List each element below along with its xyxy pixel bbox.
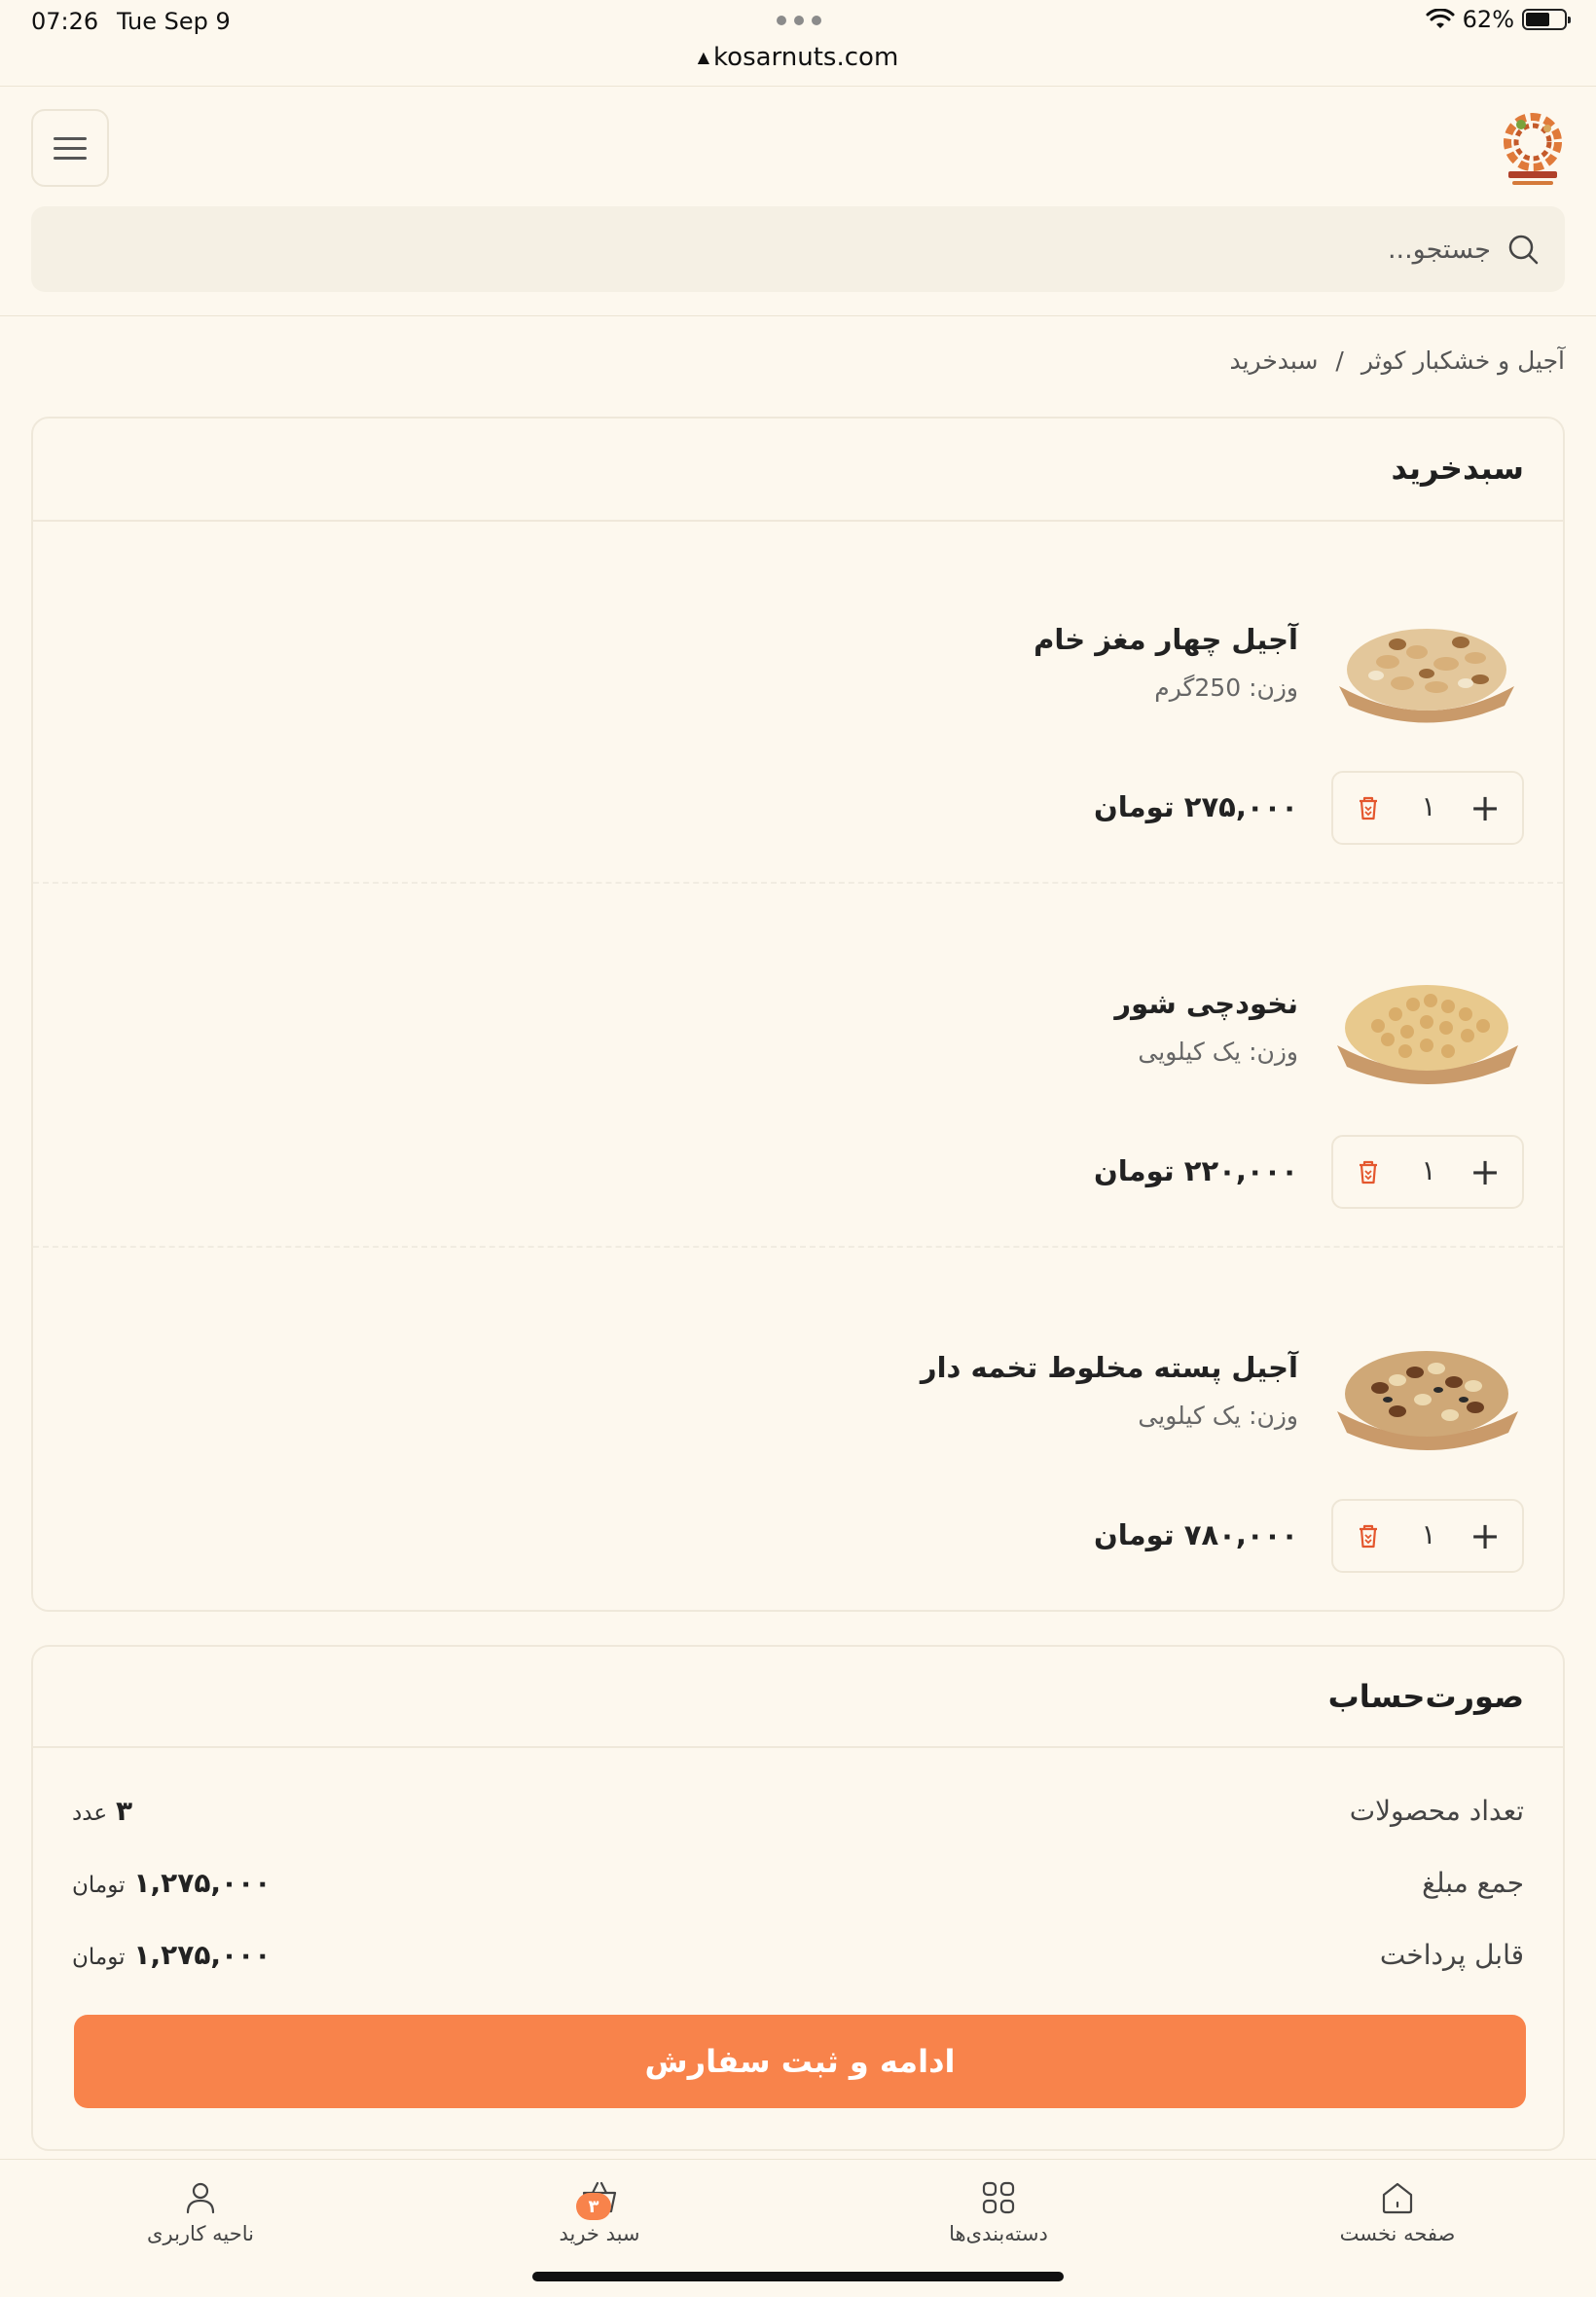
status-time: 07:26 <box>31 8 99 35</box>
nav-item-cart[interactable] <box>502 2160 697 2257</box>
divider <box>33 520 1563 522</box>
trash-icon[interactable] <box>1349 1516 1388 1555</box>
cart-count-badge: ۳ <box>576 2193 611 2220</box>
summary-value: ۱,۲۷۵,۰۰۰ تومان <box>72 1867 272 1899</box>
product-weight: وزن: یک کیلویی <box>1138 1038 1298 1066</box>
breadcrumb-current: سبدخرید <box>1229 346 1319 375</box>
cart-title: سبدخرید <box>1391 450 1524 487</box>
quantity-value: ۱ <box>1421 1154 1436 1186</box>
address-bar[interactable] <box>0 43 1596 72</box>
divider <box>0 315 1596 316</box>
nav-label: سبد خرید <box>559 2222 640 2245</box>
divider <box>0 86 1596 87</box>
plus-icon[interactable]: + <box>1469 1150 1501 1193</box>
nav-label: ناحیه کاربری <box>147 2222 254 2245</box>
product-image-mixed-pistachio-nuts[interactable] <box>1329 1322 1524 1458</box>
home-indicator[interactable] <box>532 2272 1064 2281</box>
summary-row-payable <box>72 1939 1524 1978</box>
product-name[interactable]: آجیل پسته مخلوط تخمه دار <box>920 1351 1298 1384</box>
nav-label: صفحه نخست <box>1339 2222 1456 2245</box>
quantity-stepper <box>1331 1499 1524 1573</box>
summary-value: ۳ عدد <box>72 1795 133 1827</box>
plus-icon[interactable]: + <box>1469 786 1501 829</box>
product-price: ۲۲۰,۰۰۰ تومان <box>1094 1154 1298 1187</box>
status-date: Tue Sep 9 <box>117 8 231 35</box>
battery-icon <box>1522 9 1567 30</box>
trash-icon[interactable] <box>1349 1152 1388 1191</box>
nav-label: دسته‌بندی‌ها <box>949 2222 1048 2245</box>
breadcrumb <box>1229 346 1565 375</box>
product-name[interactable]: نخودچی شور <box>1114 987 1298 1020</box>
user-icon <box>180 2177 221 2218</box>
product-weight: وزن: 250گرم <box>1154 674 1298 702</box>
product-price: ۲۷۵,۰۰۰ تومان <box>1094 790 1298 823</box>
quantity-stepper <box>1331 1135 1524 1209</box>
home-icon <box>1377 2177 1418 2218</box>
product-image-mixed-raw-nuts[interactable] <box>1329 594 1524 730</box>
divider <box>33 882 1563 884</box>
summary-label: قابل پرداخت <box>1379 1939 1524 1971</box>
nav-item-home[interactable] <box>1300 2160 1495 2257</box>
nav-item-account[interactable] <box>103 2160 298 2257</box>
lock-icon: ▲ <box>697 48 710 66</box>
invoice-title: صورت‌حساب <box>1327 1678 1524 1715</box>
battery-percentage: 62% <box>1462 6 1514 33</box>
nav-item-categories[interactable] <box>901 2160 1096 2257</box>
product-price: ۷۸۰,۰۰۰ تومان <box>1094 1518 1298 1551</box>
url-text: kosarnuts.com <box>713 43 899 72</box>
invoice-card <box>31 1645 1565 2151</box>
divider <box>33 1246 1563 1248</box>
quantity-value: ۱ <box>1421 1518 1436 1550</box>
quantity-value: ۱ <box>1421 790 1436 822</box>
cart-card <box>31 417 1565 1612</box>
product-name[interactable]: آجیل چهار مغز خام <box>1034 623 1298 656</box>
trash-icon[interactable] <box>1349 788 1388 827</box>
categories-grid-icon <box>978 2177 1019 2218</box>
hamburger-menu-icon[interactable] <box>31 109 109 187</box>
summary-row-count <box>72 1795 1524 1834</box>
breadcrumb-home[interactable]: آجیل و خشکبار کوثر <box>1360 346 1565 375</box>
status-bar <box>0 0 1596 86</box>
plus-icon[interactable]: + <box>1469 1514 1501 1557</box>
search-icon[interactable] <box>1506 233 1540 266</box>
summary-label: تعداد محصولات <box>1349 1795 1524 1827</box>
wifi-icon <box>1426 9 1455 30</box>
kosar-nuts-logo-icon[interactable] <box>1499 107 1567 189</box>
summary-label: جمع مبلغ <box>1422 1867 1524 1899</box>
browser-more-icon[interactable] <box>777 16 821 25</box>
search-input[interactable] <box>907 235 1491 265</box>
checkout-button[interactable]: ادامه و ثبت سفارش <box>74 2015 1526 2108</box>
quantity-stepper <box>1331 771 1524 845</box>
breadcrumb-separator: / <box>1335 346 1344 375</box>
search-bar[interactable] <box>31 206 1565 292</box>
product-weight: وزن: یک کیلویی <box>1138 1402 1298 1430</box>
summary-value: ۱,۲۷۵,۰۰۰ تومان <box>72 1939 272 1971</box>
summary-row-total <box>72 1867 1524 1906</box>
product-image-salted-chickpeas[interactable] <box>1329 958 1524 1094</box>
divider <box>33 1746 1563 1748</box>
